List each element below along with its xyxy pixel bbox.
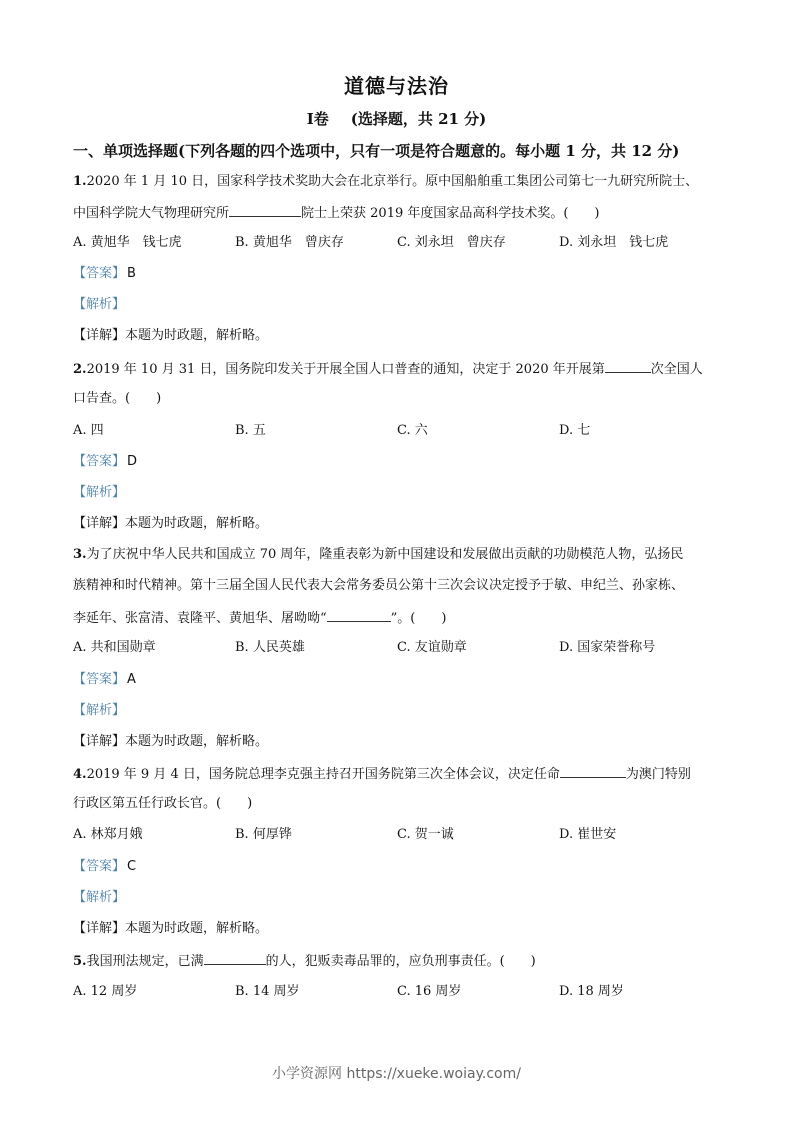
answer-row	[73, 671, 136, 689]
option-a: A. 12 周岁	[73, 984, 138, 999]
option-d: D. 崔世安	[559, 827, 617, 842]
question-4-line-1	[73, 764, 691, 784]
paper-subtitle	[0, 108, 793, 129]
option-c: C. 六	[397, 423, 428, 438]
page-title: 道德与法治	[344, 74, 449, 98]
option-d: D. 国家荣誉称号	[559, 640, 656, 655]
question-number: 4.	[73, 767, 87, 782]
option-a: A. 林郑月娥	[73, 827, 143, 842]
option-c: C. 刘永坦 曾庆存	[397, 235, 506, 250]
question-text: 的人，犯贩卖毒品罪的，应负刑事责任。( )	[265, 954, 536, 969]
answer-label: 【答案】	[73, 859, 126, 874]
option-a: A. 黄旭华 钱七虎	[73, 235, 182, 250]
question-number: 3.	[73, 547, 87, 562]
question-1-line-1	[73, 173, 698, 191]
detail-text: 【详解】本题为时政题，解析略。	[73, 921, 269, 936]
option-b: B. 五	[235, 423, 266, 438]
question-3-line-3	[73, 608, 446, 628]
option-b: B. 黄旭华 曾庆存	[235, 235, 344, 250]
option-a: A. 共和国勋章	[73, 640, 156, 655]
analysis-label: 【解析】	[73, 297, 126, 312]
question-number: 2.	[73, 362, 87, 377]
option-c: C. 贺一诚	[397, 827, 454, 842]
fill-blank	[605, 359, 651, 373]
fill-blank	[229, 203, 301, 217]
answer-row	[73, 453, 137, 471]
question-text: 次全国人	[650, 362, 703, 377]
answer-value: C	[127, 859, 137, 874]
question-text: 中国科学院大气物理研究所	[73, 206, 230, 221]
fill-blank	[327, 608, 391, 622]
question-text: 为了庆祝中华人民共和国成立 70 周年，隆重表彰为新中国建设和发展做出贡献的功勋模范人物，弘扬民	[86, 547, 684, 562]
option-b: B. 14 周岁	[235, 984, 300, 999]
option-d: D. 18 周岁	[559, 984, 624, 999]
question-number: 1.	[73, 174, 87, 189]
detail-text: 【详解】本题为时政题，解析略。	[73, 328, 269, 343]
question-2-line-2: 口告查。( )	[73, 391, 162, 406]
question-3-line-1	[73, 546, 683, 564]
fill-blank	[204, 951, 266, 965]
answer-value: B	[127, 266, 136, 281]
question-2-line-1	[73, 359, 703, 379]
question-text: 2019 年 10 月 31 日，国务院印发关于开展全国人口普查的通知，决定于 2020 年开展第	[86, 362, 605, 377]
option-b: B. 何厚铧	[235, 827, 292, 842]
question-3-line-2: 族精神和时代精神。第十三届全国人民代表大会常务委员公第十三次会议决定授予于敏、申纪兰、孙家栋、	[73, 578, 685, 593]
footer-watermark: 小学资源网 https://xueke.woiay.com/	[272, 1066, 521, 1082]
question-text: 我国刑法规定，已满	[86, 954, 204, 969]
question-text: 2020 年 1 月 10 日，国家科学技术奖助大会在北京举行。原中国船舶重工集团公司第七一九研究所院士、	[86, 174, 699, 189]
detail-text: 【详解】本题为时政题，解析略。	[73, 734, 269, 749]
option-d: D. 刘永坦 钱七虎	[559, 235, 669, 250]
option-c: C. 友谊勋章	[397, 640, 467, 655]
question-5-line-1	[73, 951, 536, 971]
answer-value: A	[127, 672, 136, 687]
question-text: 2019 年 9 月 4 日，国务院总理李克强主持召开国务院第三次全体会议，决定任命	[86, 767, 560, 782]
volume-label: Ⅰ卷	[306, 110, 329, 128]
answer-value: D	[127, 454, 138, 469]
question-text: 为澳门特别	[625, 767, 691, 782]
analysis-label: 【解析】	[73, 485, 126, 500]
analysis-label: 【解析】	[73, 890, 126, 905]
option-a: A. 四	[73, 423, 104, 438]
answer-row	[73, 858, 136, 876]
analysis-label: 【解析】	[73, 703, 126, 718]
answer-row	[73, 265, 136, 283]
option-d: D. 七	[559, 423, 591, 438]
question-1-line-2	[73, 203, 600, 223]
answer-label: 【答案】	[73, 454, 126, 469]
question-text: 院士上荣获 2019 年度国家品高科学技术奖。( )	[301, 206, 600, 221]
detail-text: 【详解】本题为时政题，解析略。	[73, 516, 269, 531]
answer-label: 【答案】	[73, 266, 126, 281]
option-b: B. 人民英雄	[235, 640, 305, 655]
option-c: C. 16 周岁	[397, 984, 462, 999]
question-4-line-2: 行政区第五任行政长官。( )	[73, 796, 253, 811]
volume-description: (选择题，共 21 分)	[350, 110, 487, 128]
question-text: 李延年、张富清、袁隆平、黄旭华、屠呦呦“	[73, 611, 327, 626]
answer-label: 【答案】	[73, 672, 126, 687]
fill-blank	[560, 764, 626, 778]
section-heading: 一、单项选择题(下列各题的四个选项中，只有一项是符合题意的。每小题 1 分，共 12 分)	[73, 142, 680, 160]
question-number: 5.	[73, 954, 87, 969]
question-text: ”。( )	[390, 611, 447, 626]
